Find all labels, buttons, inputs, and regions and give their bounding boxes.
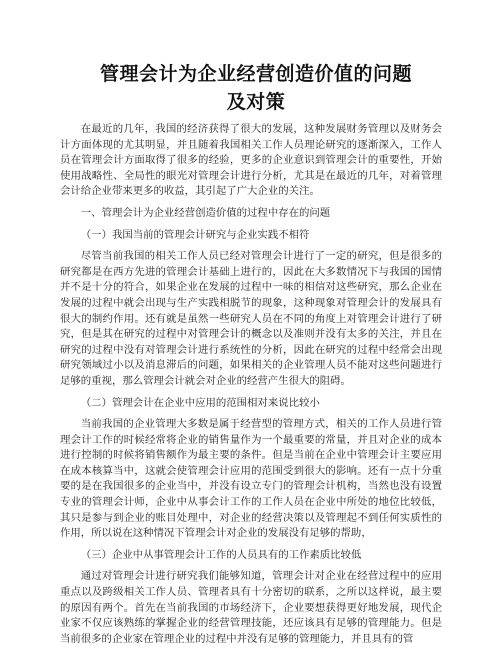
body-paragraph-3: 通过对管理会计进行研究我们能够知道，管理会计对企业在经营过程中的应用重点以及跨级相关工作人员、管理者具有十分密切的联系，之所以这样说，最主要的原因有两个。首先在当前我国的市场经济下，企业要想获得更好地发展，现代企业家不仅应该熟练的掌握企业的经营管理技能，还应该具有足够的管理能力。但是当前很多的企业家在管理企业的过程中并没有足够的管理能力，并且具有的管 bbox=[60, 570, 442, 645]
intro-paragraph: 在最近的几年，我国的经济获得了很大的发展，这种发展财务管理以及财务会计方面体现的尤其明显，并且随着我国相关工作人员理论研究的逐渐深入，工作人员在管理会计方面取得了很多的经验，更多的企业意识到管理会计的重要性，开始使用战略性、全局性的眼光对管理会计进行分析，尤其是在最近的几年，对着管理会计给企业带来更多的收益，其引起了广大企业的关注。 bbox=[60, 123, 442, 198]
subsection-heading-2: （二）管理会计在企业中应用的范围相对来说比较小 bbox=[80, 396, 320, 409]
subsection-heading-1: （一）我国当前的管理会计研究与企业实践不相符 bbox=[80, 228, 310, 241]
section-heading-1: 一、管理会计为企业经营创造价值的过程中存在的问题 bbox=[80, 206, 331, 219]
title-line-1: 管理会计为企业经营创造价值的问题 bbox=[99, 63, 412, 85]
body-paragraph-1: 尽管当前我国的相关工作人员已经对管理会计进行了一定的研究，但是很多的研究都是在西方先进的管理会计基础上进行的，因此在大多数情况下与我国的国情并不是十分的符合，如果企业在发展的过程中一味的相信对这些研究，那么企业在发展的过程中就会出现与生产实践相脱节的现象，这种现象对管理会计的发展具有很大的制约作用。还有就是虽然一些研究人员在不同的角度上对管理会计进行了研究，但是其在研究的过程中对管理会计的概念以及准则并没有太多的关注，并且在研究的过程中没有对管理会计进行系统性的分析，因此在研究的过程中经常会出现研究领域过小以及消息滞后的问题，如果相关的企业管理人员不能对这些问题进行足够的重视，那么管理会计就会对企业的经营产生很大的阻碍。 bbox=[60, 250, 442, 387]
body-paragraph-2: 当前我国的企业管理大多数是属于经营型的管理方式，相关的工作人员进行管理会计工作的时候经常将企业的销售量作为一个最重要的常量，并且对企业的成本进行控制的时候将销售额作为最主要的条件。但是当前在企业中管理会计主要应用在成本核算当中，这就会使管理会计应用的范围受到很大的影响。还有一点十分重要的是在我国很多的企业当中，并没有设立专门的管理会计机构，当然也没有设置专业的管理会计师，企业中从事会计工作的工作人员在企业中所处的地位比较低，其只是参与到企业的账目处理中，对企业的经营决策以及管理起不到任何实质性的作用，所以说在这种情况下管理会计对企业的发展没有足够的帮助， bbox=[60, 418, 442, 540]
document-title bbox=[60, 60, 452, 116]
title-line-2: 及对策 bbox=[226, 91, 286, 113]
document-body bbox=[60, 122, 442, 653]
subsection-heading-3: （三）企业中从事管理会计工作的人员具有的工作素质比较低 bbox=[80, 548, 362, 561]
